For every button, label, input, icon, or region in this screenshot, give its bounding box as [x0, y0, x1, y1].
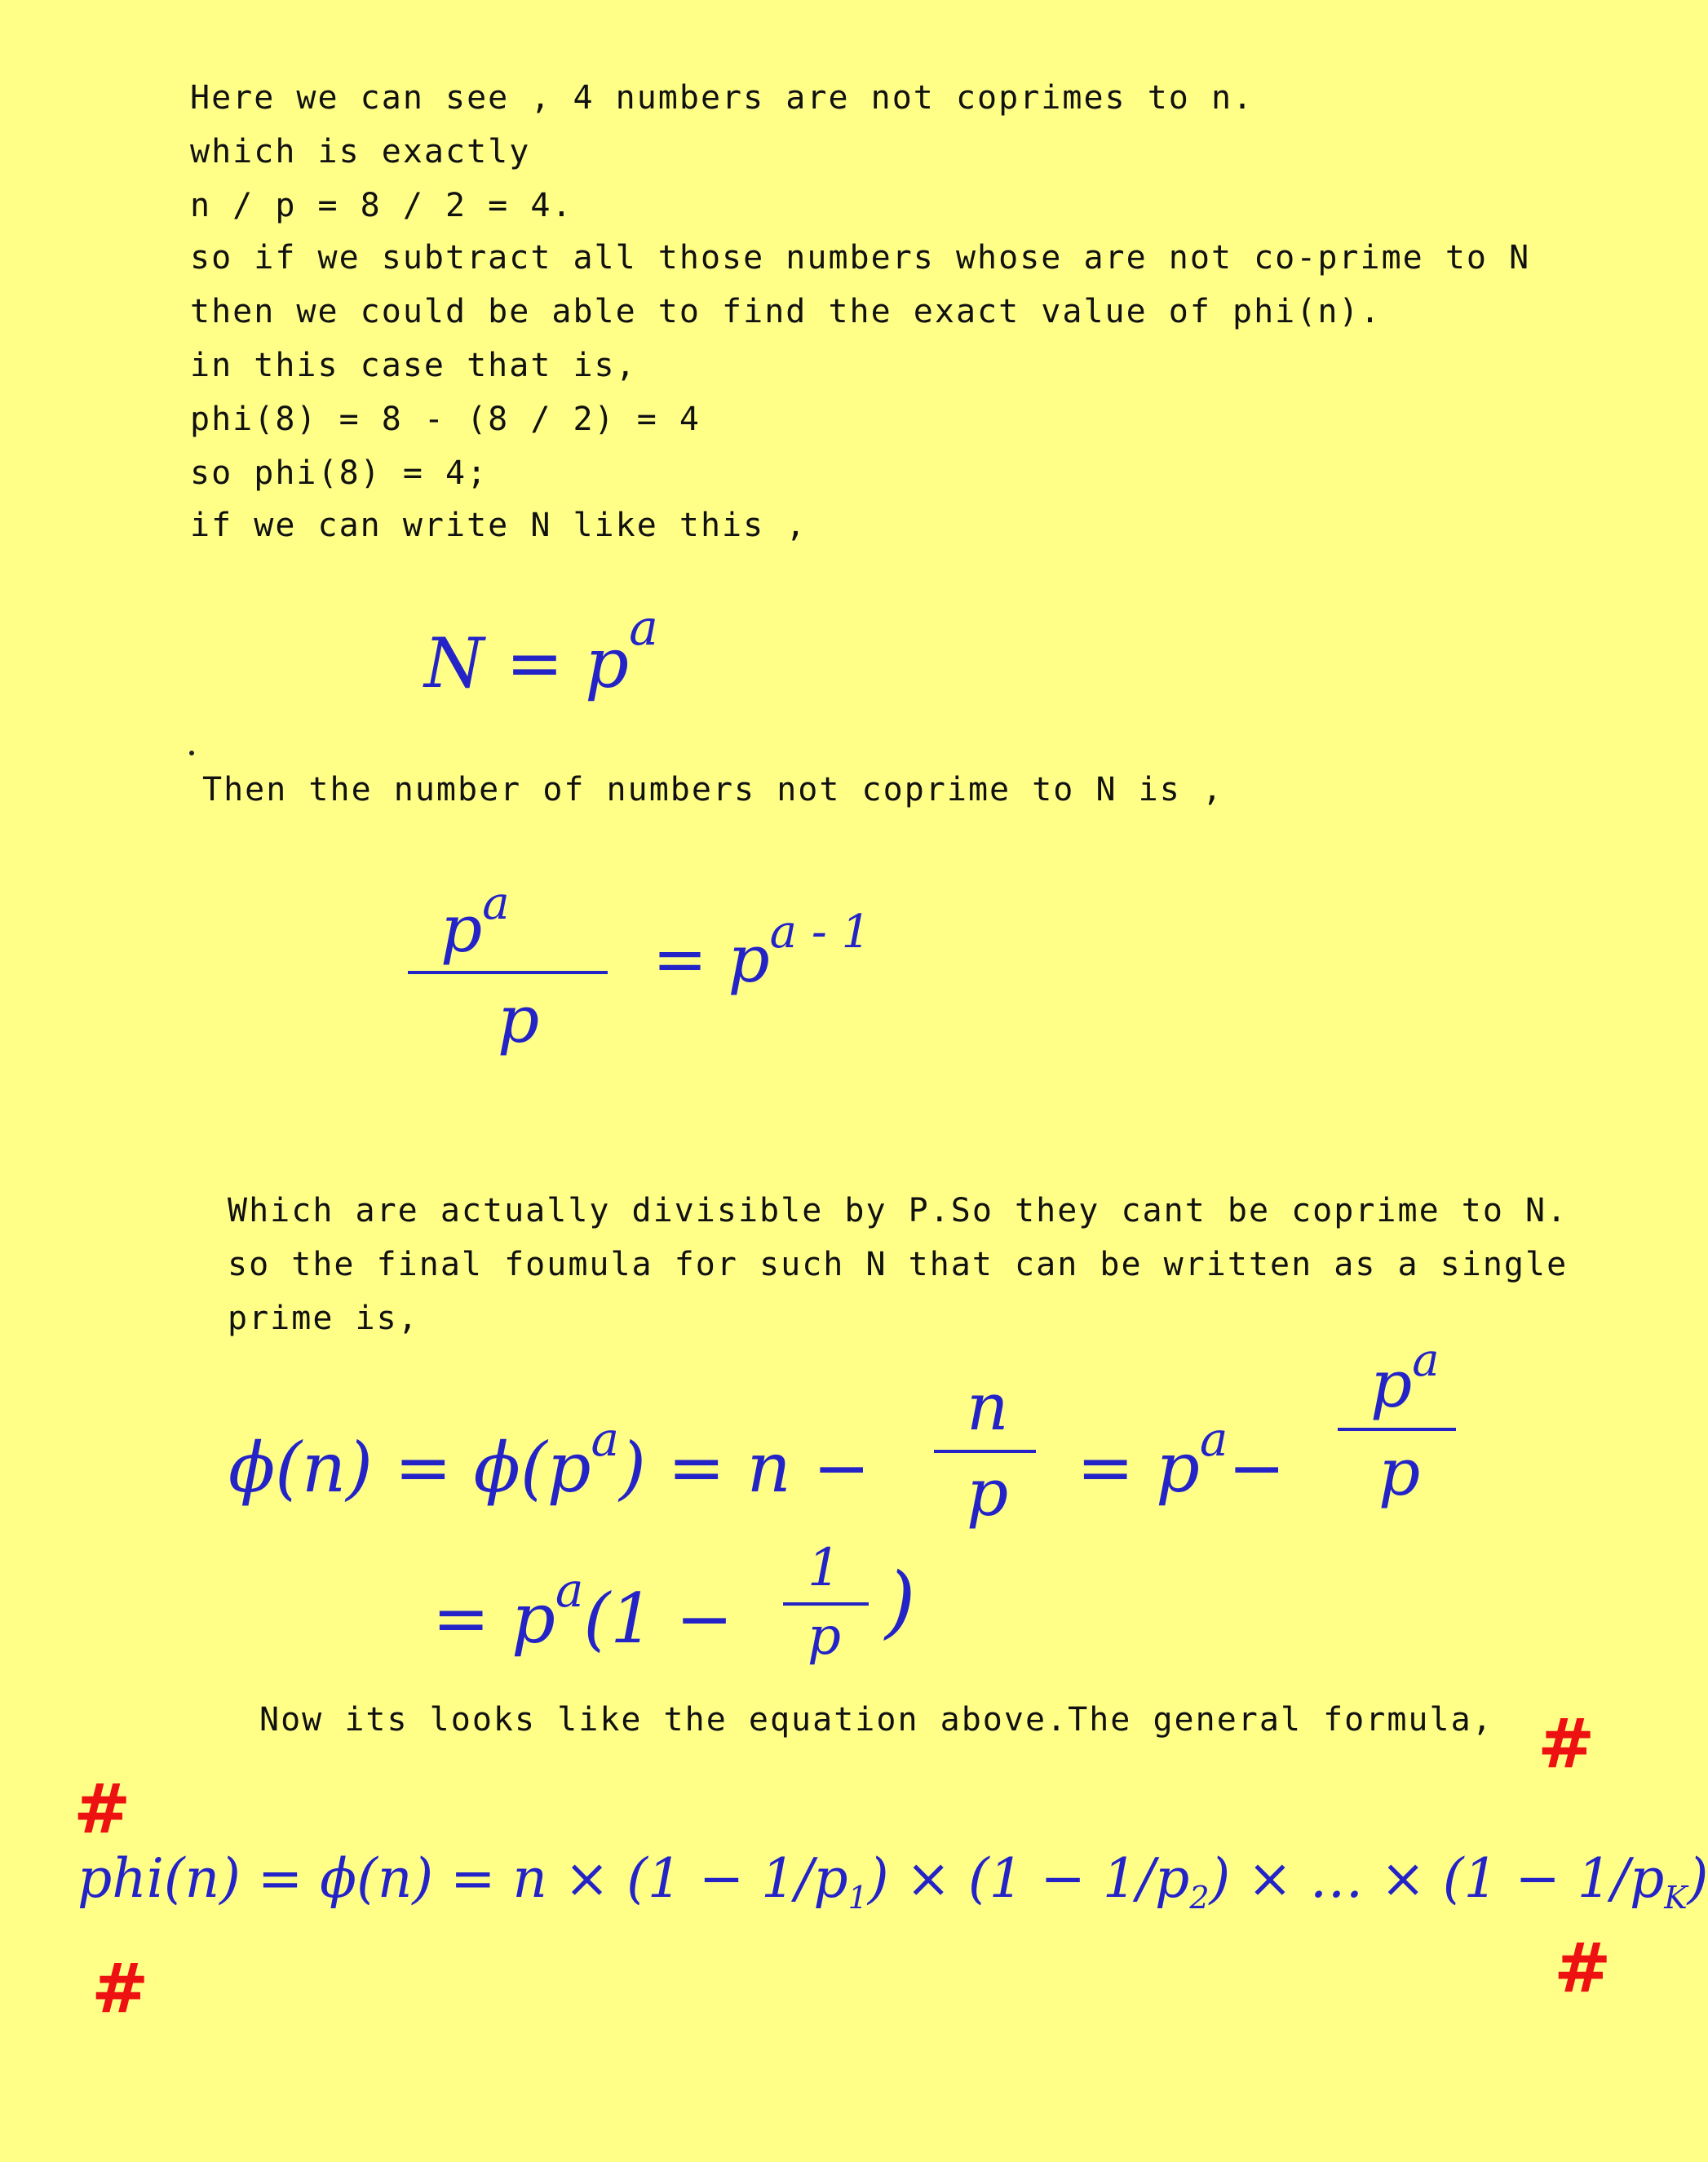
- text-line: so phi(8) = 4;: [190, 454, 489, 492]
- term-base: = p: [432, 1579, 555, 1659]
- equation-general-formula: [77, 1847, 1708, 1916]
- paren-open: (1 −: [583, 1579, 733, 1659]
- term-exponent: a: [555, 1562, 584, 1618]
- phi-minus: ) = n −: [619, 1428, 870, 1508]
- fraction-numerator: [1370, 1334, 1440, 1422]
- fraction-bar: [783, 1602, 869, 1606]
- numerator-exponent: a: [482, 877, 510, 930]
- fraction-numerator: n: [967, 1369, 1009, 1445]
- hash-mark: #: [1538, 1703, 1595, 1783]
- formula-end: ): [1687, 1847, 1708, 1910]
- text-line: n / p = 8 / 2 = 4.: [190, 187, 573, 224]
- text-line: Now its looks like the equation above.The general formula,: [259, 1701, 1493, 1739]
- text-line: in this case that is,: [190, 347, 637, 384]
- rhs-exponent: a - 1: [769, 906, 871, 959]
- subscript-k: K: [1664, 1880, 1688, 1916]
- formula-term-2: ) × (1 − 1/p: [867, 1847, 1190, 1910]
- formula-term-k: ) × … × (1 − 1/p: [1209, 1847, 1665, 1910]
- text-line: then we could be able to find the exact value of phi(n).: [190, 293, 1382, 330]
- term-minus: −: [1228, 1428, 1285, 1508]
- text-line: prime is,: [228, 1300, 419, 1337]
- stray-dot: [189, 751, 194, 755]
- text-line: so the final foumula for such N that can be written as a single: [228, 1246, 1569, 1283]
- equation-exponent: a: [629, 600, 658, 657]
- equation-p-power-a-minus: [1077, 1411, 1285, 1508]
- text-line: Here we can see , 4 numbers are not coprimes to n.: [190, 79, 1254, 117]
- equation-rhs: [653, 906, 871, 997]
- subscript-1: 1: [847, 1880, 868, 1916]
- equation-n-equals-p-power-a: [424, 600, 658, 703]
- text-line: which is exactly: [190, 133, 531, 171]
- fraction-bar: [1338, 1428, 1456, 1431]
- fraction-numerator: [440, 877, 510, 967]
- equation-fraction: [408, 877, 612, 1061]
- fraction-bar: [934, 1450, 1036, 1453]
- equation-phi-prime-power: [228, 1411, 870, 1508]
- equation-fraction-pa-over-p: [1338, 1334, 1460, 1534]
- fraction-denominator: p: [1378, 1434, 1421, 1510]
- fraction-denominator: p: [498, 981, 540, 1057]
- fraction-denominator: p: [967, 1455, 1009, 1531]
- term-base: = p: [1077, 1428, 1200, 1508]
- numerator-base: p: [440, 891, 483, 967]
- text-line: if we can write N like this ,: [190, 507, 808, 544]
- hash-mark: #: [1554, 1928, 1612, 2008]
- fraction-numerator: 1: [808, 1538, 841, 1598]
- equation-lhs: N = p: [424, 623, 630, 703]
- hash-mark: #: [91, 1948, 149, 2028]
- term-exponent: a: [1199, 1411, 1228, 1467]
- fraction-bar: [408, 971, 608, 974]
- fraction-denominator: p: [808, 1606, 841, 1667]
- phi-lhs: ϕ(n) = ϕ(p: [228, 1428, 591, 1508]
- rhs-base: = p: [653, 921, 770, 997]
- text-line: so if we subtract all those numbers whose are not co-prime to N: [190, 239, 1531, 277]
- text-line: Then the number of numbers not coprime to N is ,: [202, 771, 1223, 809]
- numerator-base: p: [1370, 1346, 1413, 1422]
- text-line: phi(8) = 8 - (8 / 2) = 4: [190, 401, 701, 438]
- formula-lhs: phi(n) = ϕ(n) = n × (1 − 1/p: [77, 1847, 848, 1910]
- numerator-exponent: a: [1412, 1334, 1440, 1387]
- equation-fraction-1-over-p: [783, 1538, 873, 1681]
- equation-paren-close: ): [885, 1556, 916, 1647]
- subscript-2: 2: [1189, 1880, 1210, 1916]
- equation-p-power-a-times: [432, 1562, 733, 1659]
- hash-mark: #: [73, 1769, 131, 1849]
- text-line: Which are actually divisible by P.So they cant be coprime to N.: [228, 1192, 1569, 1229]
- equation-fraction-n-over-p: [934, 1369, 1040, 1538]
- phi-exponent: a: [591, 1411, 620, 1467]
